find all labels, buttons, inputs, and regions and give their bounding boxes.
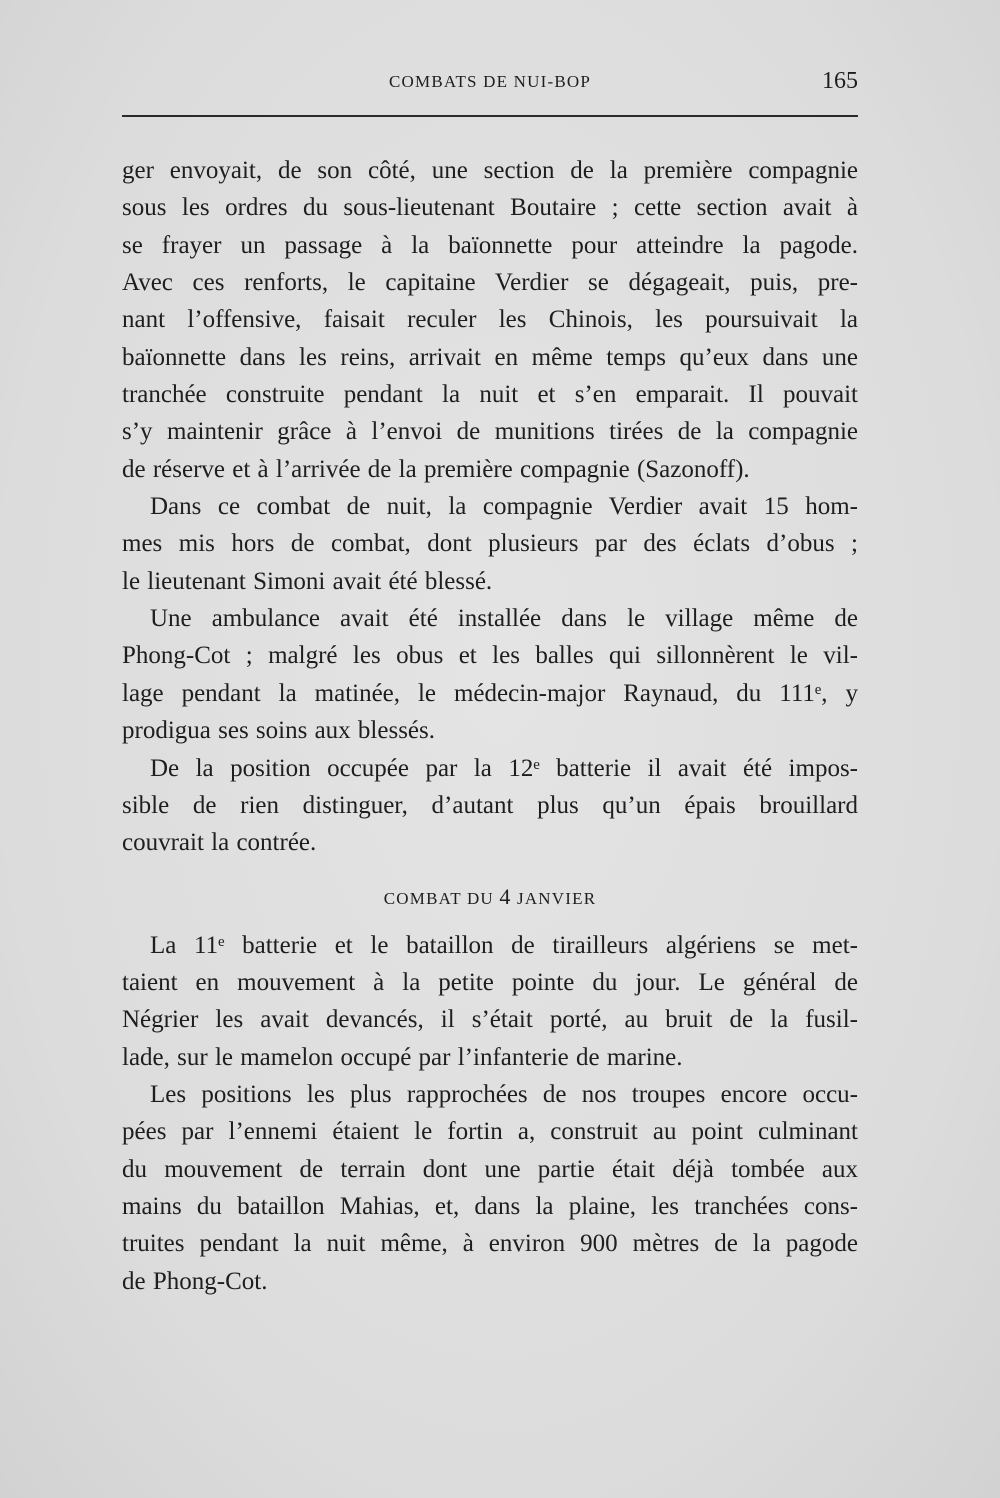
text-line: du mouvement de terrain dont une partie était déjà tombée aux <box>122 1155 858 1183</box>
body-text <box>122 152 858 1300</box>
text-line: Les positions les plus rapprochées de nos troupes encore occu- <box>150 1080 858 1108</box>
text-line: Dans ce combat de nuit, la compagnie Verdier avait 15 hom- <box>150 493 858 521</box>
text-line: pées par l’ennemi étaient le fortin a, construit au point culminant <box>122 1118 858 1146</box>
text-line: truites pendant la nuit même, à environ 900 mètres de la pagode <box>122 1230 858 1258</box>
text-line: prodigua ses soins aux blessés. <box>122 717 435 745</box>
text-line: mes mis hors de combat, dont plusieurs par des éclats d’obus ; <box>122 530 858 558</box>
text-line: sous les ordres du sous-lieutenant Boutaire ; cette section avait à <box>122 194 858 222</box>
running-head <box>122 68 858 98</box>
section-heading <box>122 862 858 927</box>
text-line: Une ambulance avait été installée dans le village même de <box>150 605 858 633</box>
text-line: mains du bataillon Mahias, et, dans la plaine, les tranchées cons- <box>122 1192 858 1220</box>
text-line: le lieutenant Simoni avait été blessé. <box>122 567 493 595</box>
text-line: se frayer un passage à la baïonnette pour atteindre la pagode. <box>122 231 858 259</box>
text-line: couvrait la contrée. <box>122 829 317 857</box>
paragraph-1 <box>122 152 858 488</box>
text-line: lage pendant la matinée, le médecin-major Raynaud, du 111ᵉ, y <box>122 679 858 707</box>
paragraph-6 <box>122 1076 858 1300</box>
text-line: taient en mouvement à la petite pointe du jour. Le général de <box>122 968 858 996</box>
text-line: baïonnette dans les reins, arrivait en même temps qu’eux dans une <box>122 343 858 371</box>
text-line: sible de rien distinguer, d’autant plus qu’un épais brouillard <box>122 791 858 819</box>
paragraph-3 <box>122 600 858 749</box>
text-line: tranchée construite pendant la nuit et s’en emparait. Il pouvait <box>122 381 858 409</box>
text-line: s’y maintenir grâce à l’envoi de munitions tirées de la compagnie <box>122 418 858 446</box>
section-heading-suffix: JANVIER <box>511 888 597 908</box>
running-title: COMBATS DE NUI-BOP <box>388 72 591 91</box>
text-line: nant l’offensive, faisait reculer les Chinois, les poursuivait la <box>122 306 858 334</box>
text-line: lade, sur le mamelon occupé par l’infanterie de marine. <box>122 1043 683 1071</box>
text-line: de réserve et à l’arrivée de la première compagnie (Sazonoff). <box>122 455 750 483</box>
section-heading-number: 4 <box>499 883 512 909</box>
text-line: Avec ces renforts, le capitaine Verdier se dégageait, puis, pre- <box>122 269 858 297</box>
header-rule <box>122 115 858 117</box>
paragraph-4 <box>122 750 858 862</box>
text-line: ger envoyait, de son côté, une section de la première compagnie <box>122 157 858 184</box>
text-line: Phong-Cot ; malgré les obus et les balles qui sillonnèrent le vil- <box>122 642 858 670</box>
paragraph-2 <box>122 488 858 600</box>
section-heading-prefix: COMBAT DU <box>383 888 500 908</box>
paragraph-5 <box>122 927 858 1076</box>
text-line: La 11ᵉ batterie et le bataillon de tirailleurs algériens se met- <box>150 931 858 959</box>
text-line: Négrier les avait devancés, il s’était porté, au bruit de la fusil- <box>122 1006 858 1034</box>
text-line: de Phong-Cot. <box>122 1267 268 1295</box>
page-number: 165 <box>822 68 858 94</box>
text-line: De la position occupée par la 12ᵉ batterie il avait été impos- <box>150 754 858 782</box>
